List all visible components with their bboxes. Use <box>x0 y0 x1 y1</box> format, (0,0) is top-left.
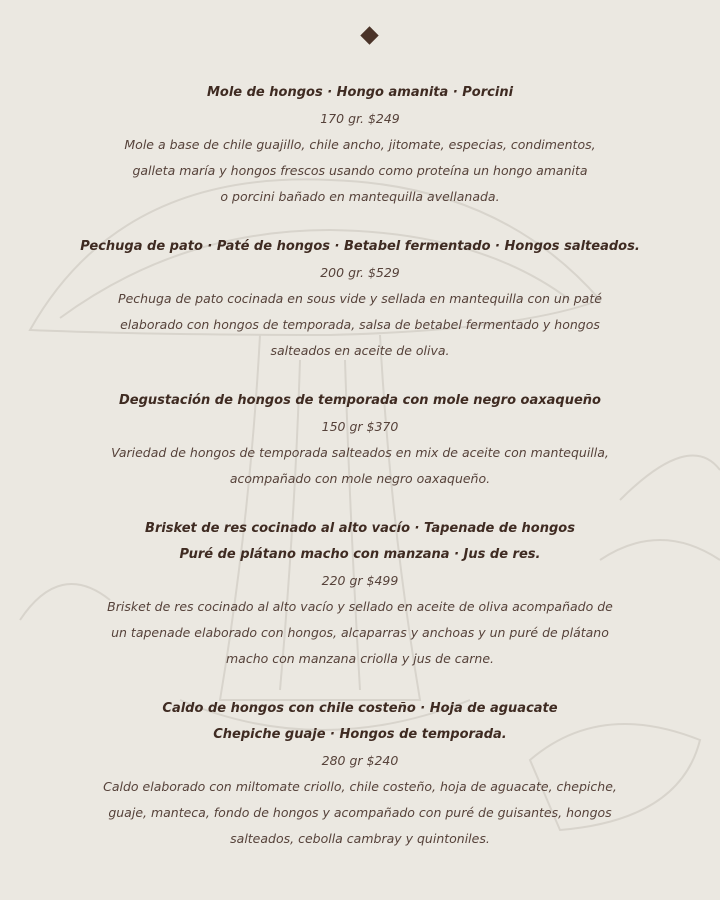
menu-item-title <box>60 696 660 748</box>
menu-item-description-line: un tapenade elaborado con hongos, alcaparras y anchoas y un puré de plátano <box>111 625 609 640</box>
menu-item-description-line: Caldo elaborado con miltomate criollo, chile costeño, hoja de aguacate, chepiche, <box>103 779 617 794</box>
menu-item <box>60 234 660 364</box>
menu-item-description-line: acompañado con mole negro oaxaqueño. <box>229 471 491 486</box>
menu-item-price: 170 gr. $249 <box>320 111 400 126</box>
menu-item <box>60 696 660 852</box>
menu-item-title <box>60 388 660 414</box>
menu-item-price: 220 gr $499 <box>321 573 399 588</box>
menu-item-description <box>60 774 660 852</box>
menu-item-description-line: o porcini bañado en mantequilla avellanada. <box>220 189 500 204</box>
menu-item-description-line: Brisket de res cocinado al alto vacío y sellado en aceite de oliva acompañado de <box>107 599 613 614</box>
menu-item-description-line: Pechuga de pato cocinada en sous vide y sellada en mantequilla con un paté <box>118 291 602 306</box>
menu-item-description <box>60 594 660 672</box>
menu-item-description-line: guaje, manteca, fondo de hongos y acompañado con puré de guisantes, hongos <box>108 805 612 820</box>
menu-item-description-line: Mole a base de chile guajillo, chile ancho, jitomate, especias, condimentos, <box>124 137 596 152</box>
menu-item-title-line: Mole de hongos · Hongo amanita · Porcini <box>206 85 514 100</box>
menu-item-price: 280 gr $240 <box>321 753 399 768</box>
menu-item-title <box>60 234 660 260</box>
menu-item-price: 150 gr $370 <box>321 419 399 434</box>
menu-item-description-line: salteados, cebolla cambray y quintoniles. <box>230 831 490 846</box>
menu-item-title-line: Puré de plátano macho con manzana · Jus de res. <box>179 547 541 562</box>
menu-item-description-line: macho con manzana criolla y jus de carne. <box>225 651 495 666</box>
menu-item-price: 200 gr. $529 <box>320 265 400 280</box>
menu-item-title <box>60 516 660 568</box>
menu-item-description-line: salteados en aceite de oliva. <box>270 343 450 358</box>
menu-item-title <box>60 80 660 106</box>
menu-item-title-line: Chepiche guaje · Hongos de temporada. <box>213 727 507 742</box>
menu-item-title-line: Caldo de hongos con chile costeño · Hoja de aguacate <box>162 701 558 716</box>
menu-list <box>60 80 660 876</box>
menu-item-description <box>60 440 660 492</box>
menu-item <box>60 80 660 210</box>
menu-item-description <box>60 286 660 364</box>
menu-item <box>60 388 660 492</box>
menu-item-description-line: Variedad de hongos de temporada salteados en mix de aceite con mantequilla, <box>111 445 609 460</box>
menu-item-description-line: elaborado con hongos de temporada, salsa de betabel fermentado y hongos <box>120 317 600 332</box>
menu-item-title-line: Brisket de res cocinado al alto vacío · Tapenade de hongos <box>145 521 575 536</box>
menu-item-description-line: galleta maría y hongos frescos usando como proteína un hongo amanita <box>132 163 588 178</box>
menu-item-title-line: Pechuga de pato · Paté de hongos · Betabel fermentado · Hongos salteados. <box>80 239 640 254</box>
menu-item <box>60 516 660 672</box>
menu-item-description <box>60 132 660 210</box>
menu-item-title-line: Degustación de hongos de temporada con mole negro oaxaqueño <box>119 393 601 408</box>
